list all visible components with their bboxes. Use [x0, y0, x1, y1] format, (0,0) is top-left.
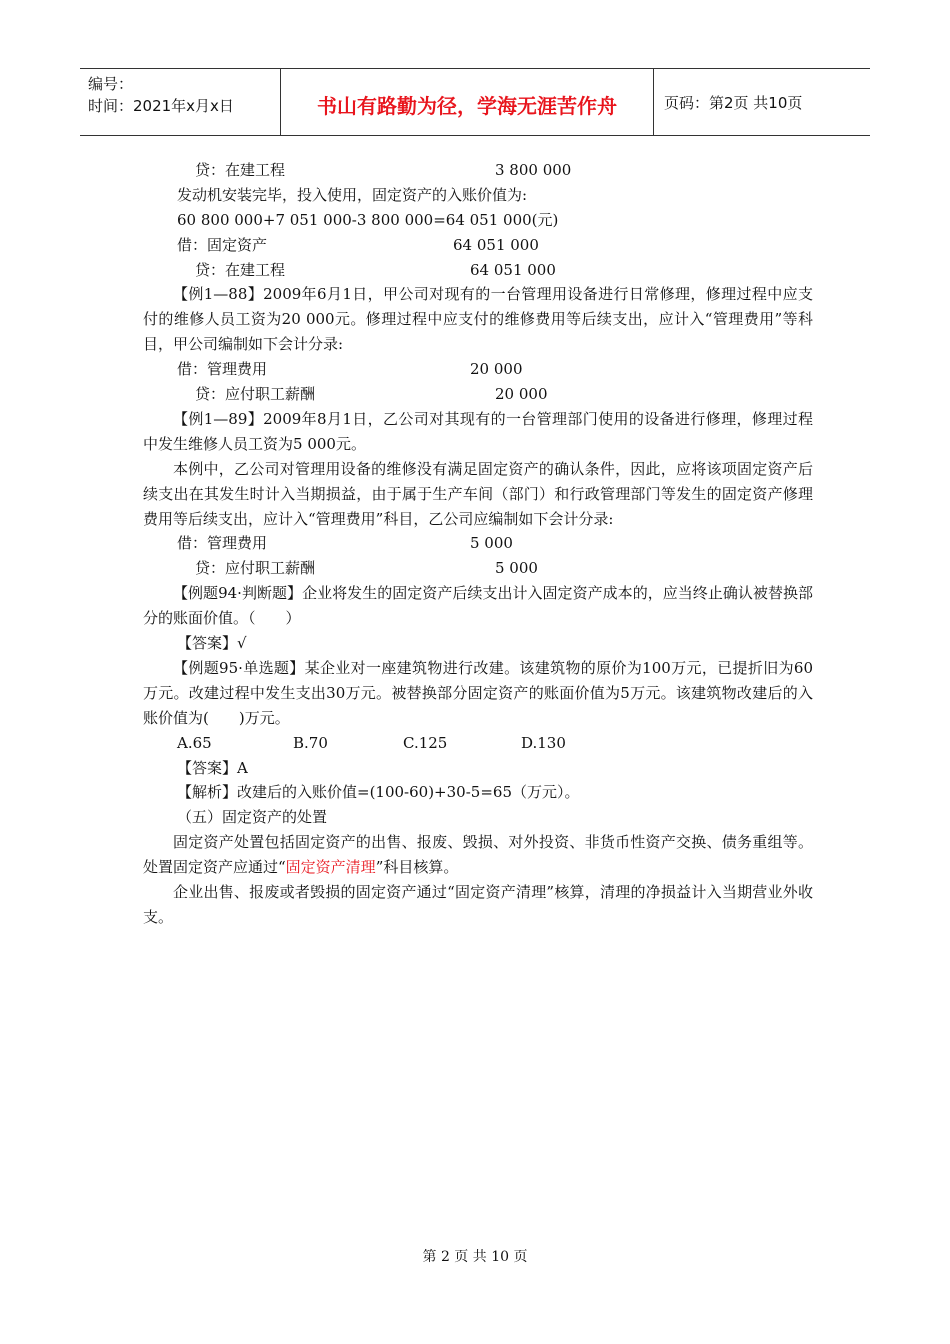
example-paragraph: 【例1—88】2009年6月1日，甲公司对现有的一台管理用设备进行日常修理，修理过程中应支付的维修人员工资为20 000元。修理过程中应支付的维修费用等后续支出，应计入“管理费用”等科目，甲公司编制如下会计分录:	[143, 285, 813, 354]
entry-row	[143, 233, 813, 258]
page-footer: 第 2 页 共 10 页	[422, 1249, 528, 1265]
paragraph-text: 固定资产处置包括固定资产的出售、报废、毁损、对外投资、非货币性资产交换、债务重组等。处置固定资产应通过“	[143, 833, 813, 877]
entry-account: 贷：在建工程	[195, 161, 286, 179]
option-d: D.130	[521, 733, 566, 752]
entry-amount: 3 800 000	[495, 161, 572, 179]
header-motto: 书山有路勤为径，学海无涯苦作舟	[280, 69, 654, 135]
disposal-paragraph	[143, 830, 813, 880]
option-a: A.65	[177, 733, 212, 752]
question-paragraph: 【例题95·单选题】某企业对一座建筑物进行改建。该建筑物的原价为100万元，已提折旧为60万元。改建过程中发生支出30万元。被替换部分固定资产的账面价值为5万元。该建筑物改建后的入账价值为( )万元。	[143, 658, 813, 727]
example-paragraph: 【例1—89】2009年8月1日，乙公司对其现有的一台管理部门使用的设备进行修理，修理过程中发生维修人员工资为5 000元。	[143, 409, 813, 453]
text-line: 发动机安装完毕，投入使用，固定资产的入账价值为:	[177, 185, 528, 204]
entry-row	[143, 258, 813, 283]
entry-account: 借：管理费用	[177, 534, 268, 553]
entry-amount: 64 051 000	[453, 235, 539, 254]
date-label: 时间：2021年x月x日	[88, 97, 234, 115]
entry-row	[143, 556, 813, 581]
paragraph-text: ”科目核算。	[375, 858, 459, 877]
entry-amount: 20 000	[495, 385, 548, 404]
question-paragraph: 【例题94·判断题】企业将发生的固定资产后续支出计入固定资产成本的，应当终止确认被替换部分的账面价值。（ ）	[143, 584, 813, 628]
entry-account: 借：固定资产	[177, 235, 268, 254]
option-c: C.125	[403, 733, 448, 752]
header-info	[80, 69, 280, 135]
entry-account: 贷：应付职工薪酬	[195, 559, 316, 578]
answer-line: 【答案】√	[177, 634, 247, 653]
entry-amount: 5 000	[495, 559, 538, 578]
highlighted-term: 固定资产清理	[285, 858, 376, 877]
explanation-paragraph: 本例中，乙公司对管理用设备的维修没有满足固定资产的确认条件，因此，应将该项固定资产后续支出在其发生时计入当期损益，由于属于生产车间（部门）和行政管理部门等发生的固定资产修理费用等后续支出，应计入“管理费用”科目，乙公司应编制如下会计分录:	[143, 459, 813, 528]
entry-account: 贷：在建工程	[195, 260, 286, 279]
code-label: 编号：	[88, 75, 134, 93]
entry-account: 借：管理费用	[177, 360, 268, 379]
answer-options	[143, 731, 813, 756]
option-b: B.70	[293, 733, 328, 752]
section-heading: （五）固定资产的处置	[177, 808, 328, 827]
entry-amount: 5 000	[470, 534, 513, 553]
entry-row	[143, 531, 813, 556]
document-body	[143, 158, 813, 930]
entry-row	[143, 158, 813, 183]
entry-amount: 20 000	[470, 360, 523, 379]
entry-account: 贷：应付职工薪酬	[195, 385, 316, 404]
entry-amount: 64 051 000	[470, 260, 556, 279]
entry-row	[143, 357, 813, 382]
answer-line: 【答案】A	[177, 758, 248, 777]
formula-line: 60 800 000+7 051 000-3 800 000=64 051 000(元)	[177, 210, 559, 229]
page-header	[80, 68, 870, 136]
analysis-line: 【解析】改建后的入账价值=(100-60)+30-5=65（万元）。	[177, 783, 580, 802]
entry-row	[143, 382, 813, 407]
header-page-label: 页码：第2页 共10页	[664, 93, 803, 112]
disposal-paragraph: 企业出售、报废或者毁损的固定资产通过“固定资产清理”核算，清理的净损益计入当期营业外收支。	[143, 883, 813, 926]
